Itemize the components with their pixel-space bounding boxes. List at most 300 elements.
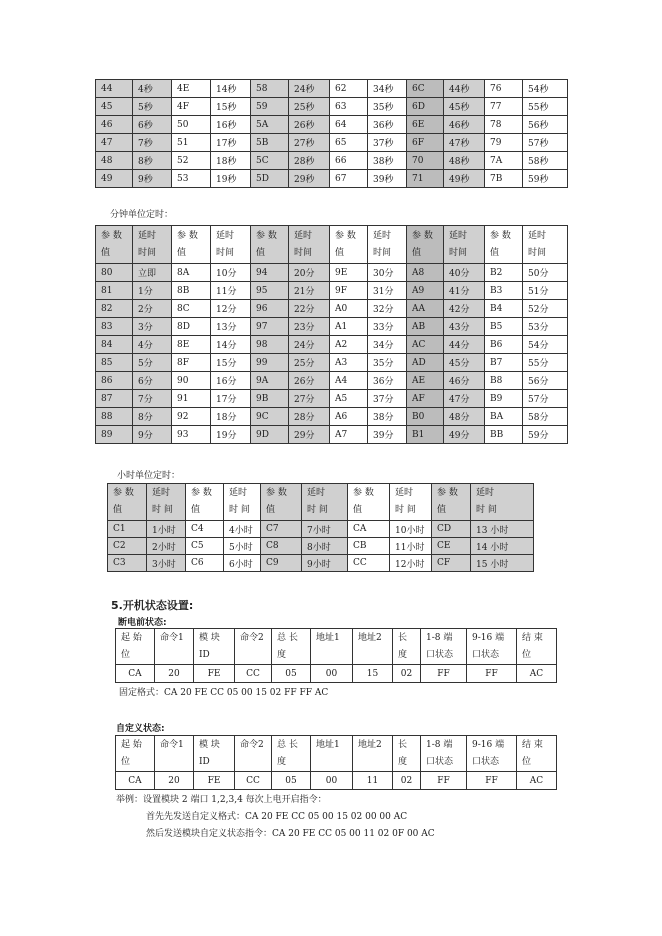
- header-cell: [311, 629, 353, 665]
- table-cell: 00: [311, 772, 353, 790]
- table-cell: 94: [251, 264, 289, 282]
- table-cell: 81: [96, 282, 133, 300]
- table-cell: 7A: [485, 152, 523, 170]
- table-cell: 51: [172, 134, 211, 152]
- table-cell: 49分: [444, 426, 485, 444]
- header-cell: [348, 484, 390, 521]
- header-cell: [194, 736, 235, 772]
- header-line: 命令2: [240, 632, 264, 643]
- table-cell: A5: [330, 390, 368, 408]
- table-cell: 53分: [523, 318, 568, 336]
- table-cell: 8C: [172, 300, 211, 318]
- table-cell: AF: [407, 390, 444, 408]
- table-cell: 51分: [523, 282, 568, 300]
- header-line: [358, 647, 392, 664]
- table-cell: 63: [330, 98, 368, 116]
- table-cell: C9: [261, 555, 302, 572]
- header-line: 时间: [294, 247, 313, 258]
- table-cell: C6: [186, 555, 224, 572]
- table-cell: 99: [251, 354, 289, 372]
- table-cell: 44: [96, 80, 133, 98]
- header-line: 值: [335, 247, 345, 258]
- table-cell: 91: [172, 390, 211, 408]
- header-cell: [133, 226, 172, 264]
- table-cell: 4F: [172, 98, 211, 116]
- table-cell: B2: [485, 264, 523, 282]
- header-cell: [172, 226, 211, 264]
- header-line: 模 块: [199, 632, 220, 643]
- table-cell: 49: [96, 170, 133, 188]
- header-cell: [407, 226, 444, 264]
- table-cell: 38秒: [368, 152, 407, 170]
- table-cell: 00: [311, 665, 353, 683]
- header-line: 起 始: [121, 632, 142, 643]
- before-power-off-table: [115, 628, 557, 683]
- table-cell: 59秒: [523, 170, 568, 188]
- table-cell: 14分: [211, 336, 251, 354]
- table-cell: 28分: [289, 408, 330, 426]
- table-cell: 32分: [368, 300, 407, 318]
- header-line: 位: [522, 756, 532, 767]
- table-cell: AB: [407, 318, 444, 336]
- table-cell: 11: [353, 772, 393, 790]
- table-cell: AD: [407, 354, 444, 372]
- table-cell: 50分: [523, 264, 568, 282]
- header-line: 延时: [307, 488, 326, 498]
- table-cell: C8: [261, 538, 302, 555]
- table-cell: 53: [172, 170, 211, 188]
- table-cell: 31分: [368, 282, 407, 300]
- header-line: 延时: [138, 230, 157, 241]
- table-cell: 67: [330, 170, 368, 188]
- header-line: [358, 754, 392, 771]
- header-line: 值: [191, 505, 201, 515]
- example-intro: 举例：设置模块 2 端口 1,2,3,4 每次上电开启指令：: [116, 795, 327, 805]
- table-cell: 56分: [523, 372, 568, 390]
- table-cell: 95: [251, 282, 289, 300]
- header-cell: [147, 484, 186, 521]
- header-line: [240, 754, 271, 771]
- table-cell: 10分: [211, 264, 251, 282]
- custom-state-body: [116, 772, 557, 790]
- hours-table: [107, 483, 534, 572]
- table-cell: 87: [96, 390, 133, 408]
- custom-state-title: 自定义状态:: [116, 724, 165, 734]
- header-line: 度: [277, 756, 287, 767]
- minutes-table: [95, 225, 568, 444]
- header-cell: [311, 736, 353, 772]
- header-cell: [235, 629, 272, 665]
- header-line: 参 数: [191, 488, 212, 498]
- header-line: 口状态: [426, 649, 454, 660]
- header-cell: [432, 484, 471, 521]
- hours-table-header: [108, 484, 534, 521]
- header-cell: [261, 484, 302, 521]
- table-cell: 20: [155, 772, 194, 790]
- table-cell: 8E: [172, 336, 211, 354]
- table-cell: 16秒: [211, 116, 251, 134]
- header-line: 位: [121, 756, 131, 767]
- header-line: 值: [101, 247, 111, 258]
- header-line: 值: [437, 505, 447, 515]
- table-cell: 57秒: [523, 134, 568, 152]
- header-cell: [224, 484, 261, 521]
- table-row: [96, 152, 568, 170]
- table-cell: 8A: [172, 264, 211, 282]
- table-cell: 8分: [133, 408, 172, 426]
- table-cell: 9A: [251, 372, 289, 390]
- header-line: 位: [522, 649, 532, 660]
- table-row: [108, 555, 534, 572]
- table-cell: 48分: [444, 408, 485, 426]
- table-cell: 83: [96, 318, 133, 336]
- table-cell: A1: [330, 318, 368, 336]
- table-cell: 9D: [251, 426, 289, 444]
- header-line: 度: [277, 649, 287, 660]
- table-cell: 44分: [444, 336, 485, 354]
- table-cell: 90: [172, 372, 211, 390]
- example-line-2: 然后发送模块自定义状态指令：CA 20 FE CC 05 00 11 02 0F 00 AC: [146, 829, 435, 839]
- minutes-table-header: [96, 226, 568, 264]
- table-cell: FF: [467, 772, 517, 790]
- table-cell: 52: [172, 152, 211, 170]
- table-cell: 8秒: [133, 152, 172, 170]
- table-cell: 82: [96, 300, 133, 318]
- table-cell: 02: [393, 665, 421, 683]
- table-cell: 35分: [368, 354, 407, 372]
- table-cell: CA: [348, 521, 390, 538]
- header-line: 时间: [449, 247, 468, 258]
- header-line: 参 数: [101, 230, 122, 241]
- table-row: [96, 300, 568, 318]
- table-cell: 9小时: [302, 555, 348, 572]
- table-cell: B1: [407, 426, 444, 444]
- table-cell: 8D: [172, 318, 211, 336]
- table-cell: 66: [330, 152, 368, 170]
- table-row: [96, 282, 568, 300]
- header-cell: [517, 736, 557, 772]
- header-line: 值: [490, 247, 500, 258]
- header-cell: [471, 484, 534, 521]
- table-cell: 6F: [407, 134, 444, 152]
- table-cell: FF: [467, 665, 517, 683]
- hours-section-title: 小时单位定时：: [117, 471, 181, 481]
- table-cell: 39秒: [368, 170, 407, 188]
- table-cell: 9C: [251, 408, 289, 426]
- header-cell: [467, 736, 517, 772]
- table-cell: CA: [116, 772, 155, 790]
- table-cell: 45: [96, 98, 133, 116]
- table-cell: 13 小时: [471, 521, 534, 538]
- header-line: 位: [121, 649, 131, 660]
- table-cell: 58: [251, 80, 289, 98]
- header-cell: [523, 226, 568, 264]
- header-line: 参 数: [266, 488, 287, 498]
- table-cell: 27分: [289, 390, 330, 408]
- header-line: 时间: [216, 247, 235, 258]
- minutes-table-body: [96, 264, 568, 444]
- header-line: 延时: [373, 230, 392, 241]
- table-cell: A9: [407, 282, 444, 300]
- table-cell: 9E: [330, 264, 368, 282]
- table-cell: 57分: [523, 390, 568, 408]
- header-line: 延时: [152, 488, 171, 498]
- table-cell: 5C: [251, 152, 289, 170]
- custom-state-table: [115, 735, 557, 790]
- table-row: [108, 521, 534, 538]
- header-line: 命令1: [160, 632, 184, 643]
- before-power-off-title: 断电前状态:: [118, 618, 167, 628]
- table-cell: 24秒: [289, 80, 330, 98]
- header-line: 命令2: [240, 739, 264, 750]
- table-cell: 52分: [523, 300, 568, 318]
- table-cell: 55秒: [523, 98, 568, 116]
- table-cell: 79: [485, 134, 523, 152]
- table-cell: 05: [272, 665, 311, 683]
- table-cell: 5A: [251, 116, 289, 134]
- table-cell: 15 小时: [471, 555, 534, 572]
- table-cell: 12小时: [390, 555, 432, 572]
- header-cell: [444, 226, 485, 264]
- table-cell: 25秒: [289, 98, 330, 116]
- table-cell: 19秒: [211, 170, 251, 188]
- header-line: ID: [199, 756, 210, 767]
- header-line: 地址1: [316, 739, 340, 750]
- table-cell: C2: [108, 538, 147, 555]
- table-cell: B5: [485, 318, 523, 336]
- table-cell: 10小时: [390, 521, 432, 538]
- header-cell: [302, 484, 348, 521]
- table-row: [96, 390, 568, 408]
- table-cell: 29分: [289, 426, 330, 444]
- seconds-table: [95, 79, 568, 188]
- table-cell: A4: [330, 372, 368, 390]
- table-cell: 2小时: [147, 538, 186, 555]
- table-cell: C1: [108, 521, 147, 538]
- table-cell: 71: [407, 170, 444, 188]
- header-row: [96, 226, 568, 264]
- table-cell: C4: [186, 521, 224, 538]
- table-cell: 26分: [289, 372, 330, 390]
- table-cell: 37秒: [368, 134, 407, 152]
- header-line: 时间: [528, 247, 547, 258]
- header-line: 参 数: [437, 488, 458, 498]
- header-line: 延时: [476, 488, 495, 498]
- header-row: [116, 736, 557, 772]
- table-row: [96, 354, 568, 372]
- table-cell: 36秒: [368, 116, 407, 134]
- table-cell: 9B: [251, 390, 289, 408]
- table-cell: 42分: [444, 300, 485, 318]
- table-cell: 19分: [211, 426, 251, 444]
- header-line: 参 数: [177, 230, 198, 241]
- table-cell: 2分: [133, 300, 172, 318]
- table-cell: 15分: [211, 354, 251, 372]
- header-line: [316, 754, 352, 771]
- table-cell: B6: [485, 336, 523, 354]
- table-cell: 5秒: [133, 98, 172, 116]
- table-cell: 18秒: [211, 152, 251, 170]
- table-cell: CF: [432, 555, 471, 572]
- table-cell: 4E: [172, 80, 211, 98]
- table-cell: 18分: [211, 408, 251, 426]
- table-cell: A7: [330, 426, 368, 444]
- header-line: [240, 647, 271, 664]
- header-cell: [116, 736, 155, 772]
- table-row: [96, 318, 568, 336]
- table-cell: 4小时: [224, 521, 261, 538]
- table-cell: 5分: [133, 354, 172, 372]
- table-row: [116, 772, 557, 790]
- table-row: [96, 372, 568, 390]
- table-cell: CC: [235, 772, 272, 790]
- table-cell: A0: [330, 300, 368, 318]
- table-cell: AC: [517, 772, 557, 790]
- header-line: 口状态: [472, 756, 500, 767]
- header-line: [160, 754, 193, 771]
- table-cell: 02: [393, 772, 421, 790]
- table-cell: 55分: [523, 354, 568, 372]
- header-cell: [155, 629, 194, 665]
- header-cell: [421, 736, 467, 772]
- table-cell: AA: [407, 300, 444, 318]
- table-cell: 05: [272, 772, 311, 790]
- header-line: 时间: [373, 247, 392, 258]
- table-cell: 46分: [444, 372, 485, 390]
- header-line: 1-8 端: [426, 739, 453, 750]
- table-cell: 3小时: [147, 555, 186, 572]
- header-cell: [96, 226, 133, 264]
- header-line: 时 间: [395, 505, 416, 515]
- header-line: 参 数: [113, 488, 134, 498]
- header-cell: [251, 226, 289, 264]
- example-line-1: 首先先发送自定义格式：CA 20 FE CC 05 00 15 02 00 00 AC: [146, 812, 408, 822]
- header-cell: [485, 226, 523, 264]
- header-line: 延时: [229, 488, 248, 498]
- table-cell: 28秒: [289, 152, 330, 170]
- table-cell: 49秒: [444, 170, 485, 188]
- table-cell: 54秒: [523, 80, 568, 98]
- header-line: 结 束: [522, 632, 543, 643]
- header-line: 时 间: [307, 505, 328, 515]
- table-cell: 50: [172, 116, 211, 134]
- table-cell: 47: [96, 134, 133, 152]
- header-line: 结 束: [522, 739, 543, 750]
- table-row: [96, 336, 568, 354]
- table-cell: 38分: [368, 408, 407, 426]
- table-cell: 14秒: [211, 80, 251, 98]
- table-cell: B0: [407, 408, 444, 426]
- table-cell: CB: [348, 538, 390, 555]
- header-cell: [116, 629, 155, 665]
- header-line: 延时: [395, 488, 414, 498]
- table-cell: 29秒: [289, 170, 330, 188]
- header-line: 口状态: [472, 649, 500, 660]
- table-cell: 54分: [523, 336, 568, 354]
- table-cell: CC: [235, 665, 272, 683]
- table-cell: AC: [407, 336, 444, 354]
- header-cell: [211, 226, 251, 264]
- header-cell: [368, 226, 407, 264]
- header-line: ID: [199, 649, 210, 660]
- table-cell: 26秒: [289, 116, 330, 134]
- table-row: [108, 538, 534, 555]
- table-cell: CA: [116, 665, 155, 683]
- header-line: 1-8 端: [426, 632, 453, 643]
- header-line: 长: [398, 632, 408, 643]
- table-cell: 47秒: [444, 134, 485, 152]
- table-cell: 45分: [444, 354, 485, 372]
- header-line: 值: [353, 505, 363, 515]
- table-cell: 64: [330, 116, 368, 134]
- table-cell: 46秒: [444, 116, 485, 134]
- table-cell: FE: [194, 772, 235, 790]
- table-cell: BB: [485, 426, 523, 444]
- table-cell: 8F: [172, 354, 211, 372]
- header-line: 度: [398, 756, 408, 767]
- table-cell: 44秒: [444, 80, 485, 98]
- table-cell: FF: [421, 772, 467, 790]
- table-cell: 70: [407, 152, 444, 170]
- table-cell: 25分: [289, 354, 330, 372]
- table-cell: A2: [330, 336, 368, 354]
- table-cell: CD: [432, 521, 471, 538]
- table-cell: 77: [485, 98, 523, 116]
- table-cell: 7秒: [133, 134, 172, 152]
- table-cell: 17分: [211, 390, 251, 408]
- header-cell: [353, 736, 393, 772]
- table-cell: 6小时: [224, 555, 261, 572]
- header-line: 时间: [138, 247, 157, 258]
- header-line: 值: [256, 247, 266, 258]
- table-cell: 7小时: [302, 521, 348, 538]
- table-cell: BA: [485, 408, 523, 426]
- table-cell: 48秒: [444, 152, 485, 170]
- fixed-format-text: 固定格式：CA 20 FE CC 05 00 15 02 FF FF AC: [119, 688, 329, 698]
- header-row: [108, 484, 534, 521]
- table-cell: 9F: [330, 282, 368, 300]
- header-row: [116, 629, 557, 665]
- table-cell: 11小时: [390, 538, 432, 555]
- table-cell: 76: [485, 80, 523, 98]
- header-cell: [517, 629, 557, 665]
- header-cell: [272, 629, 311, 665]
- table-cell: 17秒: [211, 134, 251, 152]
- table-cell: AE: [407, 372, 444, 390]
- table-cell: CC: [348, 555, 390, 572]
- table-cell: 9秒: [133, 170, 172, 188]
- table-cell: 20: [155, 665, 194, 683]
- table-cell: 4分: [133, 336, 172, 354]
- table-cell: 5小时: [224, 538, 261, 555]
- table-row: [96, 134, 568, 152]
- table-cell: AC: [517, 665, 557, 683]
- header-cell: [467, 629, 517, 665]
- table-cell: 65: [330, 134, 368, 152]
- header-line: 总 长: [277, 632, 298, 643]
- minutes-section-title: 分钟单位定时：: [110, 210, 174, 220]
- header-line: 参 数: [353, 488, 374, 498]
- table-cell: 46: [96, 116, 133, 134]
- header-cell: [289, 226, 330, 264]
- table-cell: 58分: [523, 408, 568, 426]
- table-cell: 35秒: [368, 98, 407, 116]
- table-cell: 15秒: [211, 98, 251, 116]
- seconds-table-body: [96, 80, 568, 188]
- header-line: [160, 647, 193, 664]
- table-cell: C7: [261, 521, 302, 538]
- table-cell: C5: [186, 538, 224, 555]
